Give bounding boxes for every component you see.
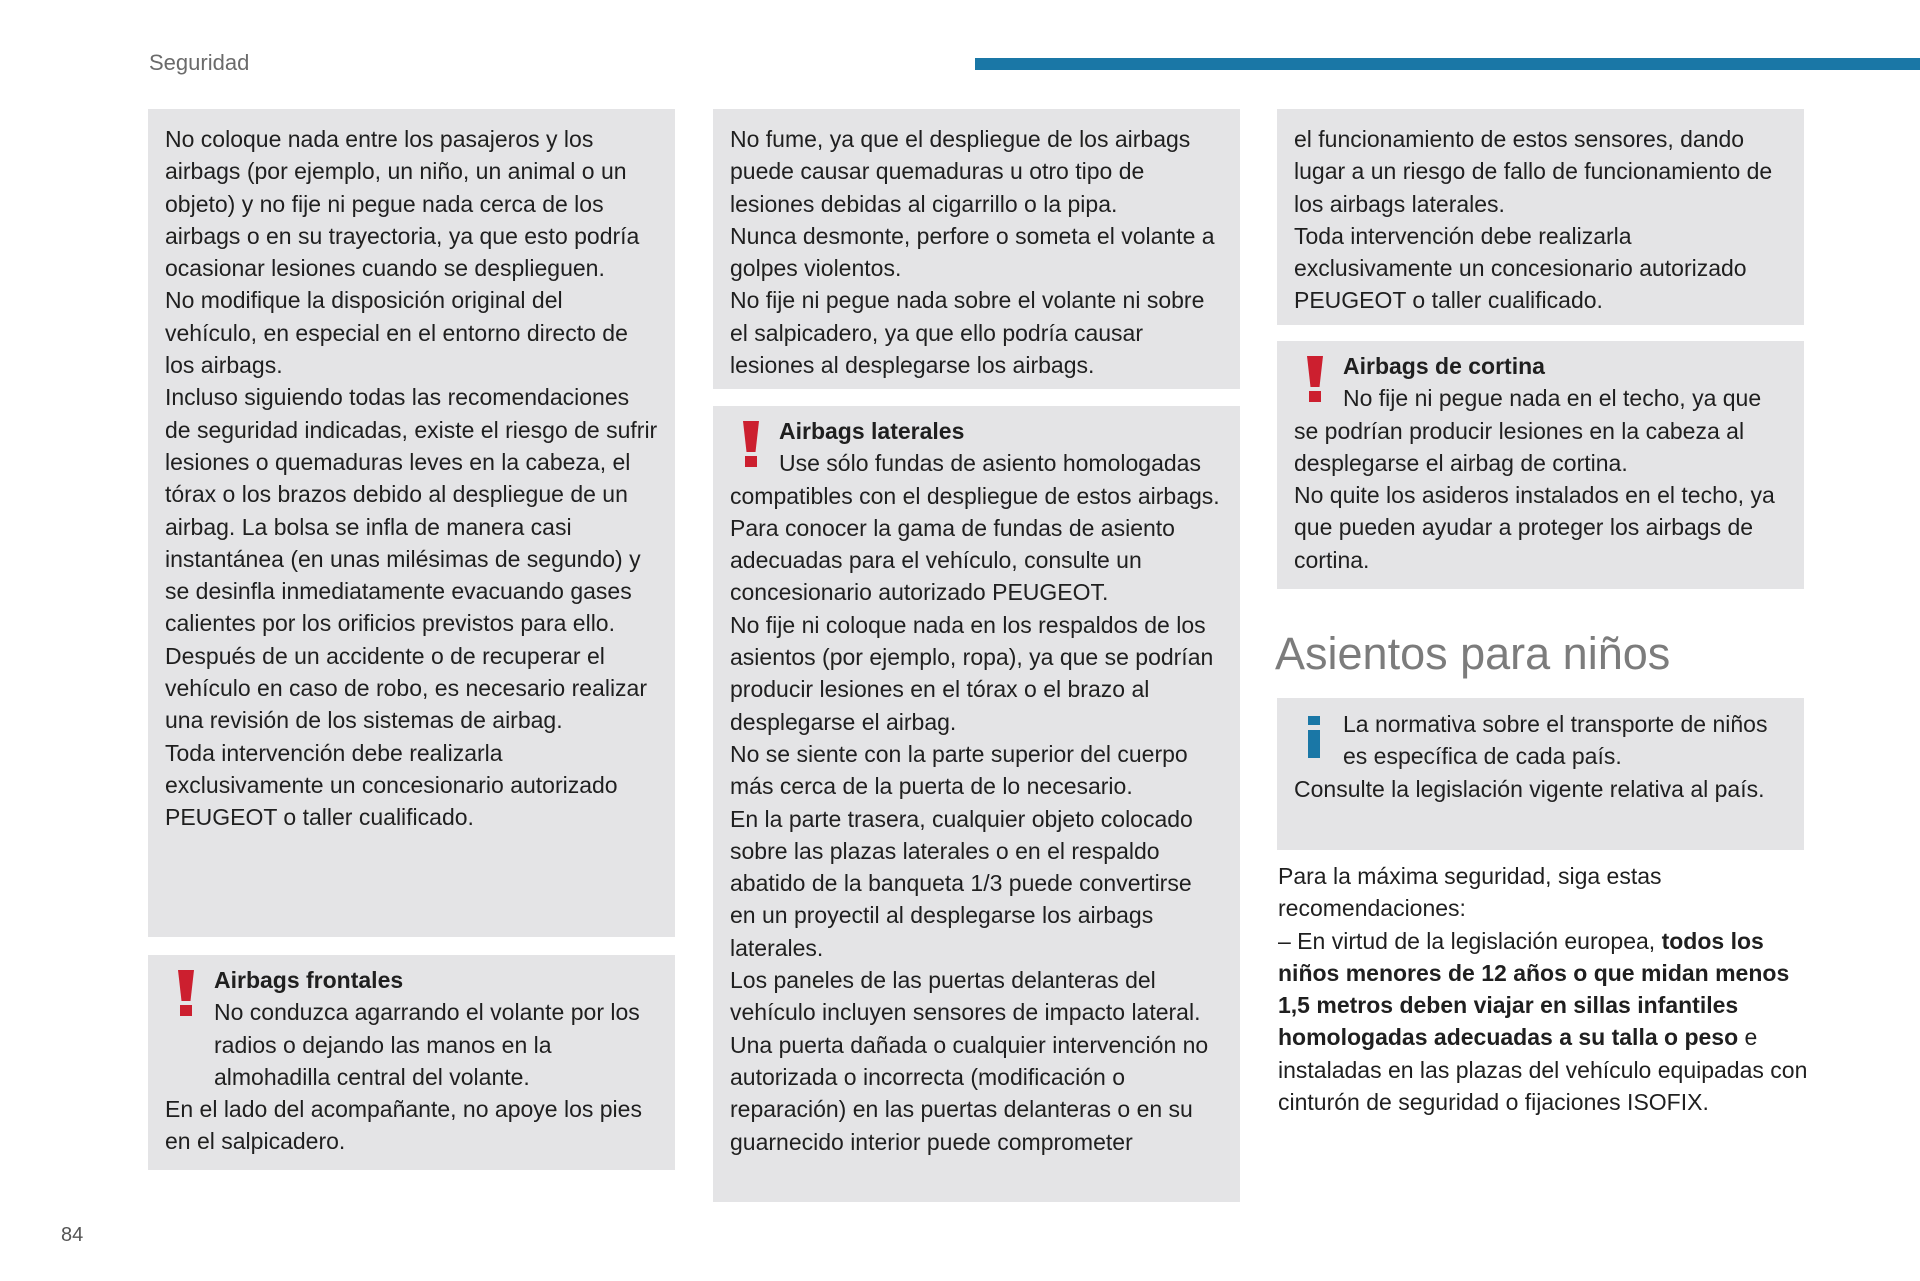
- bullet-item: [1278, 925, 1818, 1119]
- paragraph: No fije ni coloque nada en los respaldos de los asientos (por ejemplo, ropa), ya que se podrían producir lesiones en el tórax o el brazo al desplegarse el airbag.: [730, 611, 1214, 735]
- airbags-laterales-box: [713, 406, 1240, 1202]
- airbag-general-box-2: [713, 109, 1240, 389]
- bullet-lead: – En virtud de la legislación europea,: [1278, 927, 1662, 954]
- warning-icon: [1304, 356, 1326, 402]
- paragraph: Una puerta dañada o cualquier intervención no autorizada o incorrecta (modificación o reparación) en las puertas delanteras o en su guarnecido interior puede comprometer: [730, 1031, 1209, 1155]
- paragraph: La normativa sobre el transporte de niños es específica de cada país.: [1343, 711, 1768, 770]
- paragraph: No fije ni pegue nada en el techo, ya que se podrían producir lesiones en la cabeza al desplegarse el airbag de cortina.: [1294, 385, 1762, 476]
- info-box: [1277, 698, 1804, 850]
- paragraph: No fume, ya que el despliegue de los airbags puede causar quemaduras u otro tipo de lesiones debidas al cigarrillo o la pipa.: [730, 126, 1191, 217]
- warning-icon: [740, 421, 762, 467]
- airbags-frontales-box: [148, 955, 675, 1170]
- page-number: 84: [61, 1224, 84, 1246]
- paragraph: No coloque nada entre los pasajeros y los airbags (por ejemplo, un niño, un animal o un objeto) y no fije ni pegue nada cerca de los airbags o en su trayectoria, ya que esto podría ocasionar lesiones cuando se desplieguen.: [165, 126, 640, 282]
- child-seat-recommendations: [1278, 860, 1818, 1118]
- paragraph: el funcionamiento de estos sensores, dando lugar a un riesgo de fallo de funcionamiento de los airbags laterales.: [1294, 126, 1773, 217]
- box-title: Airbags de cortina: [1343, 353, 1545, 379]
- paragraph: Para la máxima seguridad, siga estas recomendaciones:: [1278, 863, 1662, 922]
- paragraph: Nunca desmonte, perfore o someta el volante a golpes violentos.: [730, 222, 1215, 282]
- box-title: Airbags laterales: [779, 418, 965, 444]
- bullet-tail: e instaladas en las plazas del vehículo equipadas con cinturón de seguridad o fijaciones ISOFIX.: [1278, 1024, 1808, 1116]
- info-icon: [1305, 716, 1323, 758]
- paragraph: Toda intervención debe realizarla exclusivamente un concesionario autorizado PEUGEOT o taller cualificado.: [1294, 222, 1747, 314]
- paragraph: Después de un accidente o de recuperar el vehículo en caso de robo, es necesario realizar una revisión de los sistemas de airbag.: [165, 642, 648, 734]
- paragraph: En el lado del acompañante, no apoye los pies en el salpicadero.: [165, 1096, 642, 1155]
- paragraph: No conduzca agarrando el volante por los radios o dejando las manos en la almohadilla central del volante.: [214, 999, 640, 1090]
- paragraph: No fije ni pegue nada sobre el volante ni sobre el salpicadero, ya que ello podría causar lesiones al desplegarse los airbags.: [730, 287, 1205, 379]
- bullet-bold-text: todos los niños menores de 12 años o que midan menos 1,5 metros deben viajar en sillas infantiles homologadas adecuadas a su talla o peso: [1278, 927, 1790, 1051]
- airbag-general-box: [148, 109, 675, 937]
- paragraph: En la parte trasera, cualquier objeto colocado sobre las plazas laterales o en el respaldo abatido de la banqueta 1/3 puede convertirse en un proyectil al desplegarse los airbags laterales.: [730, 805, 1193, 961]
- airbags-laterales-continued-box: [1277, 109, 1804, 325]
- section-header: Seguridad: [149, 50, 250, 75]
- paragraph: Consulte la legislación vigente relativa al país.: [1294, 775, 1765, 802]
- warning-icon: [175, 970, 197, 1016]
- paragraph: No quite los asideros instalados en el techo, ya que pueden ayudar a proteger los airbags de cortina.: [1294, 482, 1775, 573]
- header-accent-bar: [975, 58, 1920, 70]
- paragraph: No modifique la disposición original del vehículo, en especial en el entorno directo de los airbags.: [165, 287, 628, 379]
- section-title: Asientos para niños: [1275, 628, 1671, 679]
- paragraph: Toda intervención debe realizarla exclusivamente un concesionario autorizado PEUGEOT o taller cualificado.: [165, 739, 618, 831]
- paragraph: Los paneles de las puertas delanteras del vehículo incluyen sensores de impacto lateral.: [730, 967, 1201, 1026]
- paragraph: Use sólo fundas de asiento homologadas compatibles con el despliegue de estos airbags. Para conocer la gama de fundas de asiento adecuadas para el vehículo, consulte un concesionario autorizado PEUGEOT.: [730, 450, 1220, 606]
- paragraph: Incluso siguiendo todas las recomendaciones de seguridad indicadas, existe el riesgo de sufrir lesiones o quemaduras leves en la cabeza, el tórax o los brazos debido al despliegue de un airbag. La bolsa se infla de manera casi instantánea (en unas milésimas de segundo) y se desinfla inmediatamente evacuando gases calientes por los orificios previstos para ello.: [165, 384, 658, 637]
- airbags-cortina-box: [1277, 341, 1804, 589]
- paragraph: No se siente con la parte superior del cuerpo más cerca de la puerta de lo necesario.: [730, 740, 1188, 800]
- box-title: Airbags frontales: [214, 967, 404, 993]
